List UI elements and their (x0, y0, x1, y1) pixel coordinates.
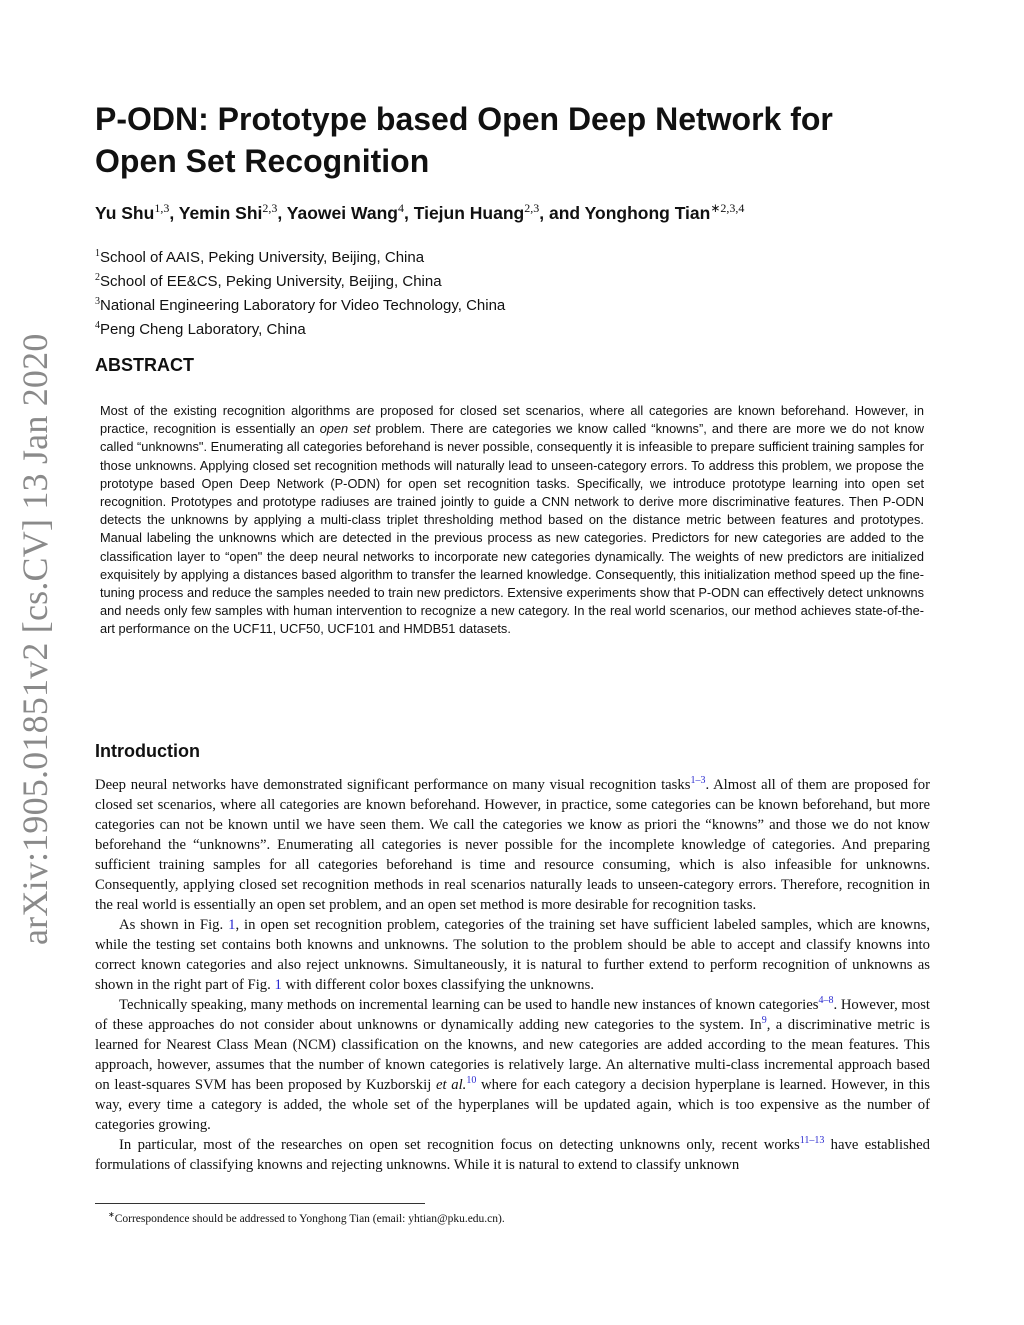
citation-link[interactable]: 9 (761, 1015, 767, 1027)
paragraph-text: As shown in Fig. (119, 917, 229, 933)
paragraph-text: Deep neural networks have demonstrated significant performance on many visual recognition tasks (95, 777, 691, 793)
affiliation-number: 2 (95, 272, 100, 283)
affiliation-text: Peng Cheng Laboratory, China (100, 321, 306, 338)
author-affiliation-mark: ∗2,3,4 (710, 201, 745, 215)
introduction-text (95, 775, 930, 1175)
abstract-text-part: problem. There are categories we know called “knowns”, and there are more we do not know called “unknowns". Enumerating all categories beforehand is never possible, consequently it is infeasible to prepare sufficient training samples for those unknowns. Applying closed set recognition methods will naturally lead to unseen-category errors. To address this problem, we propose the prototype based Open Deep Network (P-ODN) for open set recognition tasks. Specifically, we introduce prototype learning into open set recognition. Prototypes and prototype radiuses are trained jointly to guide a CNN network to derive more discriminative features. Then P-ODN detects the unknowns by applying a multi-class triplet thresholding method based on the distance metric between features and prototypes. Manual labeling the unknowns which are detected in the previous process as new categories. Predictors for new categories are added to the classification layer to “open" the deep neural networks to incorporate new categories dynamically. The weights of new predictors are initialized exquisitely by applying a distances based algorithm to transfer the learned knowledge. Consequently, this initialization method speed up the fine-tuning process and reduce the samples needed to train new predictors. Extensive experiments show that P-ODN can effectively detect unknowns and needs only few samples with human intervention to recognize a new category. In the real world scenarios, our method achieves state-of-the-art performance on the UCF11, UCF50, UCF101 and HMDB51 datasets. (100, 421, 924, 637)
citation-link[interactable]: 11–13 (799, 1135, 825, 1147)
affiliation-number: 4 (95, 320, 100, 331)
affiliation-item (95, 268, 795, 292)
paragraph-text: . However, most of these approaches do not consider about unknowns or dynamically adding new categories to the system. In (95, 997, 930, 1033)
paper-title: P-ODN: Prototype based Open Deep Network for Open Set Recognition (95, 101, 833, 179)
affiliation-item (95, 244, 795, 268)
author-affiliation-mark: 1,3 (154, 201, 170, 215)
paragraph-text: with different color boxes classifying the unknowns. (281, 977, 595, 993)
paragraph (95, 995, 930, 1135)
author-name[interactable]: Yaowei Wang (286, 202, 398, 223)
affiliation-list (95, 244, 795, 340)
citation-link[interactable]: 4–8 (818, 995, 834, 1007)
paragraph-text: have established formulations of classifying knowns and rejecting unknowns. While it is natural to extend to classify unknown (95, 1137, 930, 1173)
paragraph (95, 1135, 930, 1175)
figure-link[interactable]: 1 (228, 917, 236, 933)
footnote-mark: ∗ (108, 1210, 115, 1219)
footnote-divider (95, 1203, 425, 1204)
author-separator: , (169, 202, 179, 223)
citation-link[interactable]: 1–3 (690, 775, 706, 787)
paragraph-text: , in open set recognition problem, categories of the training set have sufficient labeled samples, which are knowns, while the testing set contains both knowns and unknowns. The solution to the problem should be able to accept and classify knowns into correct known categories and also reject unknowns. Simultaneously, it is natural to further extend to perform recognition of unknowns as shown in the right part of Fig. (95, 917, 930, 993)
paragraph (95, 775, 930, 915)
arxiv-watermark: arXiv:1905.01851v2 [cs.CV] 13 Jan 2020 (15, 333, 55, 945)
citation-link[interactable]: 10 (466, 1075, 477, 1087)
paragraph-text: In particular, most of the researches on open set recognition focus on detecting unknowns only, recent works (119, 1137, 800, 1153)
footnote (108, 1207, 808, 1227)
author-name[interactable]: Yemin Shi (178, 202, 263, 223)
affiliation-number: 3 (95, 296, 100, 307)
author-separator: , and (539, 202, 585, 223)
affiliation-item (95, 292, 795, 316)
paragraph (95, 915, 930, 995)
author-affiliation-mark: 2,3 (524, 201, 540, 215)
abstract-emphasis: open set (319, 421, 371, 437)
paragraph-text: Technically speaking, many methods on incremental learning can be used to handle new instances of known categories (119, 997, 819, 1013)
paragraph-emphasis: et al. (435, 1077, 467, 1093)
author-affiliation-mark: 2,3 (262, 201, 278, 215)
affiliation-number: 1 (95, 248, 100, 259)
abstract-heading: ABSTRACT (95, 355, 194, 375)
author-affiliation-mark: 4 (397, 201, 404, 215)
paragraph-text: . Almost all of them are proposed for closed set scenarios, where all categories are known beforehand. However, in practice, some categories can be known beforehand, but more categories can not be known until we have seen them. We call the categories we know as priori the “knowns” and those we do not know beforehand the “unknowns”. Enumerating all categories is never possible for the incomplete knowledge of categories. And preparing sufficient training samples for all categories beforehand is time and resource consuming, which is also infeasible for unknowns. Consequently, applying closed set recognition methods in real scenarios naturally leads to unseen-category errors. Therefore, recognition in the real world is essentially an open set problem, and an open set method is more desirable for recognition tasks. (95, 777, 930, 913)
paragraph-text: , a discriminative metric is learned for Nearest Class Mean (NCM) classification on the knowns, and new categories are added according to the mean features. This approach, however, assumes that the number of known categories is relatively large. An alternative multi-class incremental approach based on least-squares SVM has been proposed by Kuzborskij (95, 1017, 930, 1093)
author-name[interactable]: Yonghong Tian (584, 202, 711, 223)
affiliation-item (95, 316, 795, 340)
footnote-text: Correspondence should be addressed to Yonghong Tian (email: yhtian@pku.edu.cn). (114, 1212, 505, 1225)
author-name[interactable]: Yu Shu (95, 202, 155, 223)
abstract-text (100, 402, 924, 639)
abstract-text-part: Most of the existing recognition algorithms are proposed for closed set scenarios, where all categories are known beforehand. However, in practice, recognition is essentially an (100, 403, 924, 437)
author-separator: , (403, 202, 414, 223)
affiliation-text: National Engineering Laboratory for Video Technology, China (100, 297, 506, 314)
author-list (95, 196, 955, 225)
paragraph-text: where for each category a decision hyperplane is learned. However, in this way, every time a category is added, the whole set of the hyperplanes will be updated again, which is too expensive as the number of categories growing. (95, 1077, 930, 1133)
figure-link[interactable]: 1 (274, 977, 282, 993)
introduction-heading: Introduction (95, 741, 200, 761)
affiliation-text: School of AAIS, Peking University, Beijing, China (100, 249, 425, 266)
affiliation-text: School of EE&CS, Peking University, Beijing, China (100, 273, 442, 290)
author-name[interactable]: Tiejun Huang (413, 202, 525, 223)
author-separator: , (277, 202, 287, 223)
